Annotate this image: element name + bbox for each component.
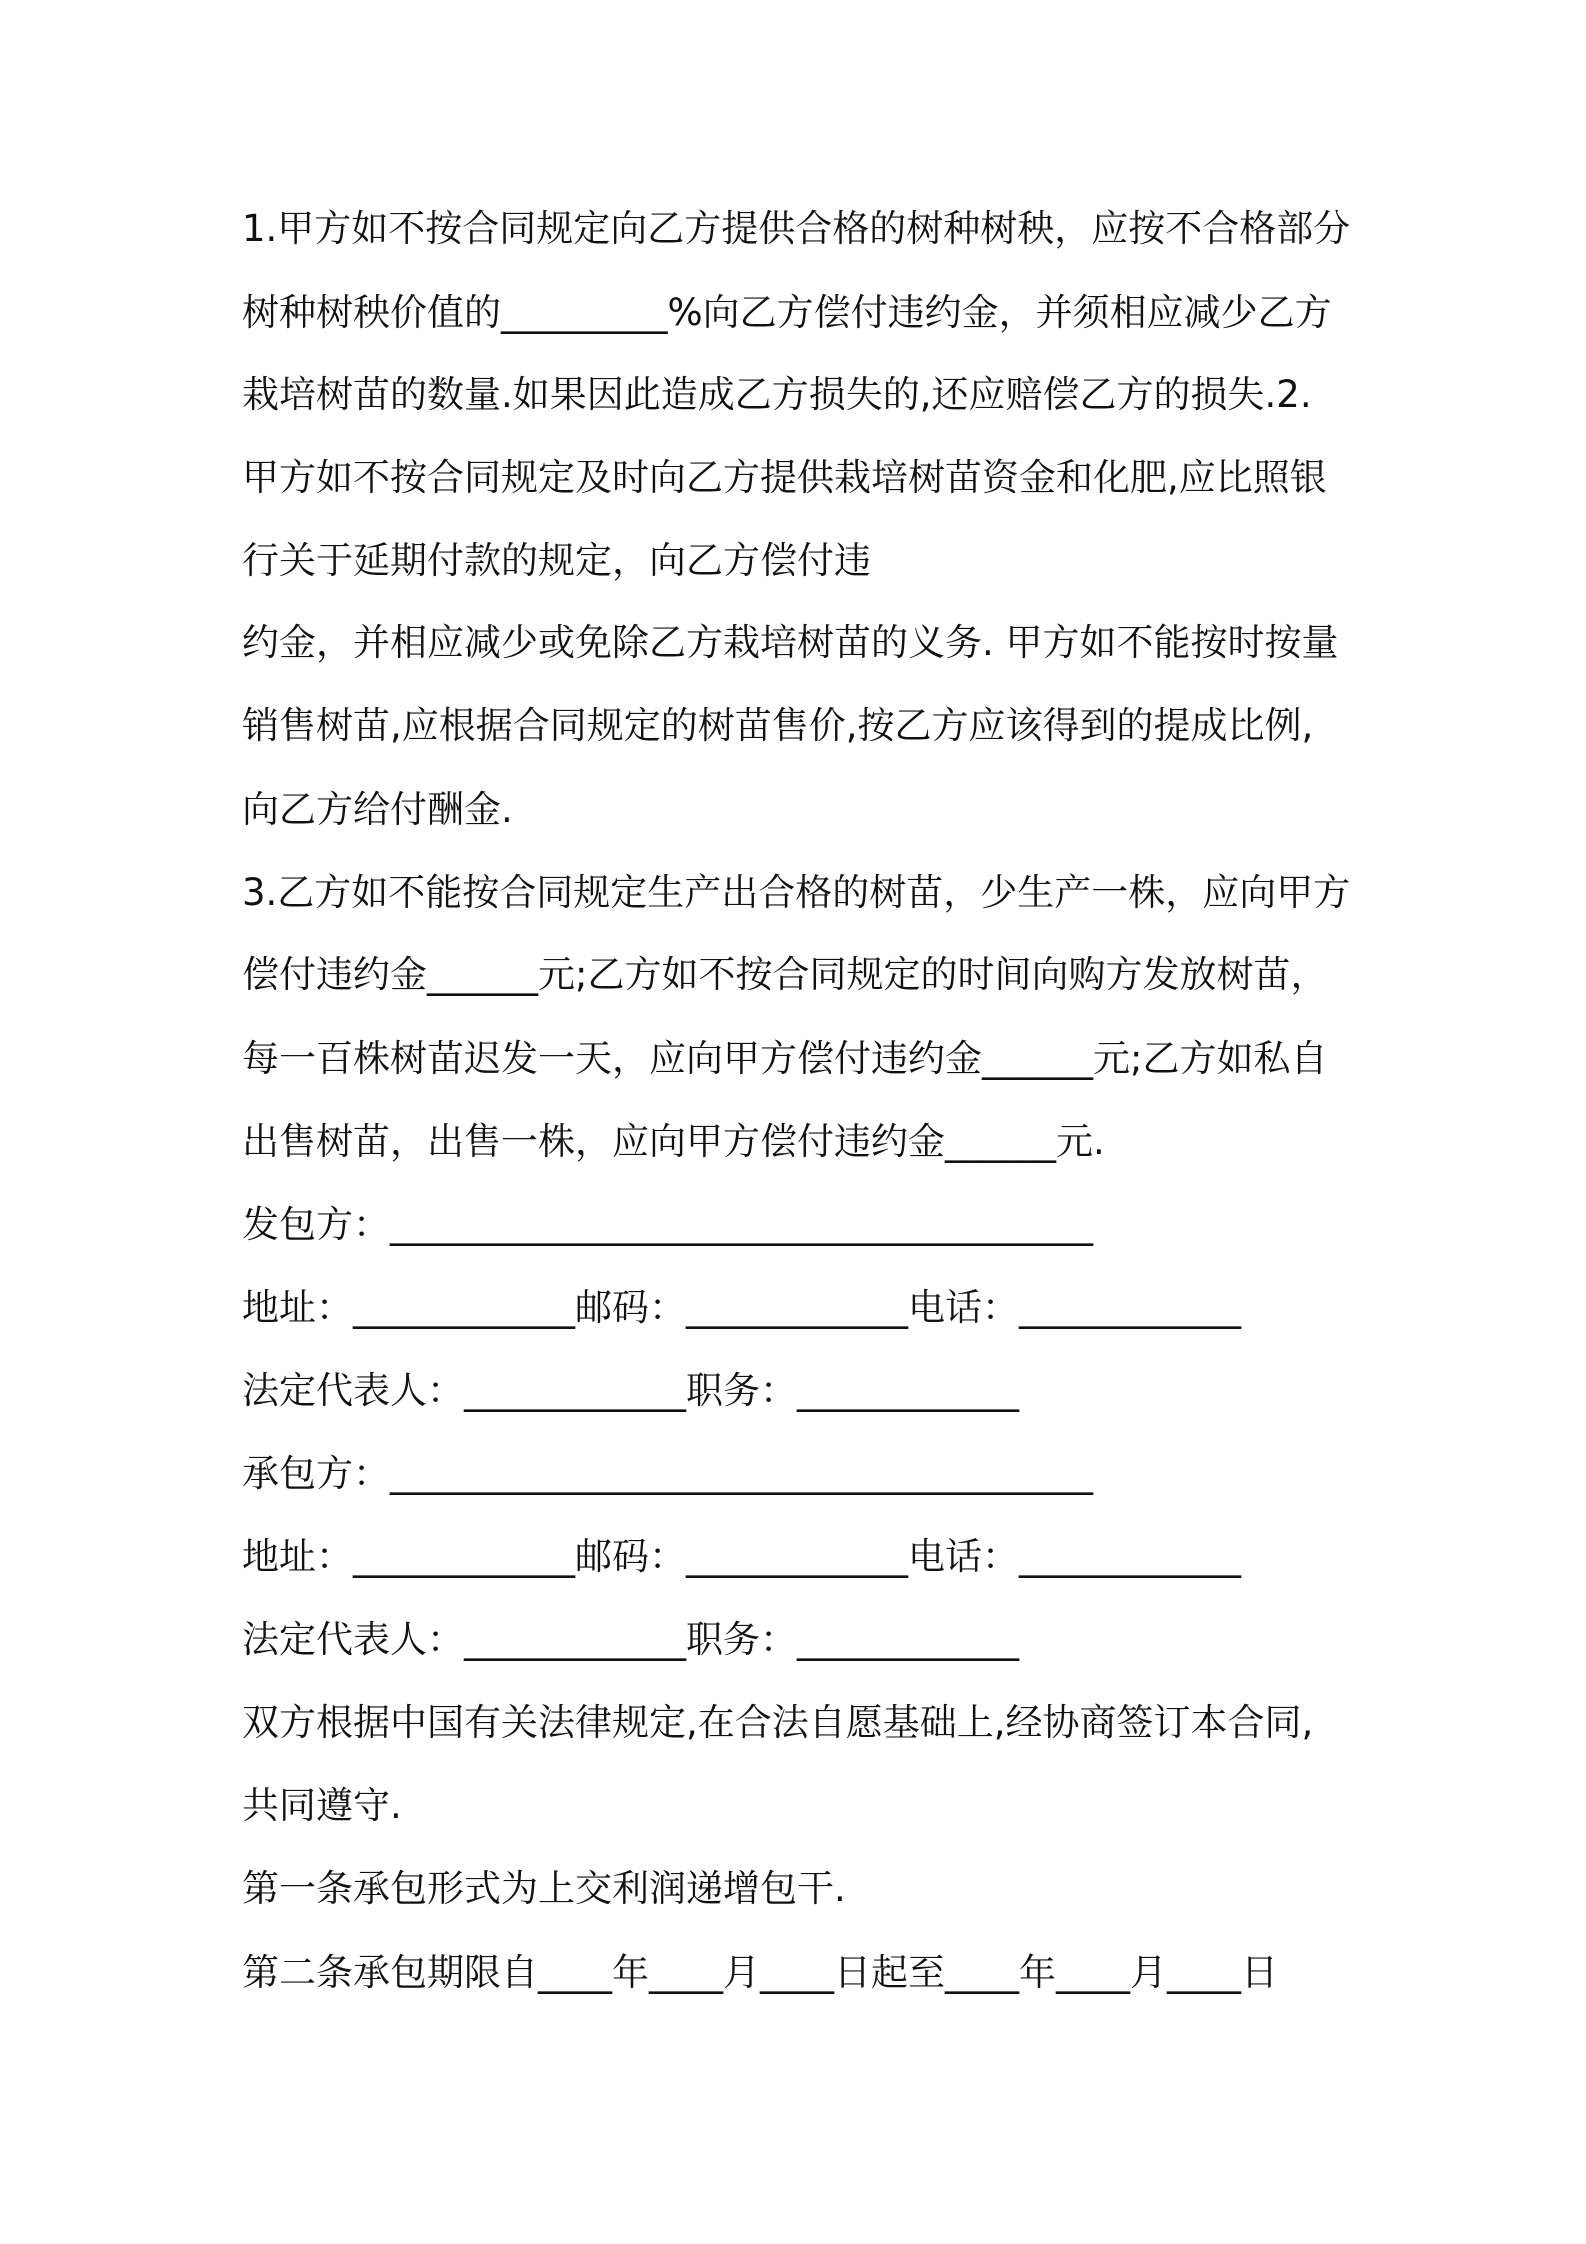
text-line: 双方根据中国有关法律规定,在合法自愿基础上,经协商签订本合同,: [242, 1701, 1314, 1744]
text-line: 承包方：______________________________________: [242, 1452, 1093, 1495]
text-line: 地址：____________邮码：____________电话：____________: [242, 1286, 1241, 1329]
text-line: 每一百株树苗迟发一天，应向甲方偿付违约金______元;乙方如私自: [242, 1037, 1328, 1080]
text-line: 共同遵守.: [242, 1784, 402, 1827]
text-line: 法定代表人：____________职务：____________: [242, 1618, 1019, 1661]
text-line: 偿付违约金______元;乙方如不按合同规定的时间向购方发放树苗，: [242, 953, 1328, 996]
text-line: 行关于延期付款的规定，向乙方偿付违: [242, 539, 871, 582]
text-line: 第一条承包形式为上交利润递增包干.: [242, 1867, 846, 1910]
text-line: 出售树苗，出售一株，应向甲方偿付违约金______元.: [242, 1120, 1105, 1163]
text-line: 发包方：______________________________________: [242, 1203, 1093, 1246]
text-line: 第二条承包期限自____年____月____日起至____年____月____日: [242, 1951, 1278, 1994]
text-line: 栽培树苗的数量.如果因此造成乙方损失的,还应赔偿乙方的损失.2.: [242, 373, 1312, 416]
text-line: 法定代表人：____________职务：____________: [242, 1369, 1019, 1412]
text-line: 树种树秧价值的_________%向乙方偿付违约金，并须相应减少乙方: [242, 291, 1332, 334]
text-line: 1.甲方如不按合同规定向乙方提供合格的树种树秧，应按不合格部分: [242, 207, 1351, 250]
text-line: 约金，并相应减少或免除乙方栽培树苗的义务. 甲方如不能按时按量: [242, 621, 1339, 664]
text-line: 销售树苗,应根据合同规定的树苗售价,按乙方应该得到的提成比例,: [242, 704, 1314, 747]
text-line: 向乙方给付酬金.: [242, 788, 513, 831]
text-line: 地址：____________邮码：____________电话：____________: [242, 1535, 1241, 1578]
text-line: 甲方如不按合同规定及时向乙方提供栽培树苗资金和化肥,应比照银: [242, 456, 1327, 499]
text-line: 3.乙方如不能按合同规定生产出合格的树苗，少生产一株，应向甲方: [242, 871, 1351, 914]
